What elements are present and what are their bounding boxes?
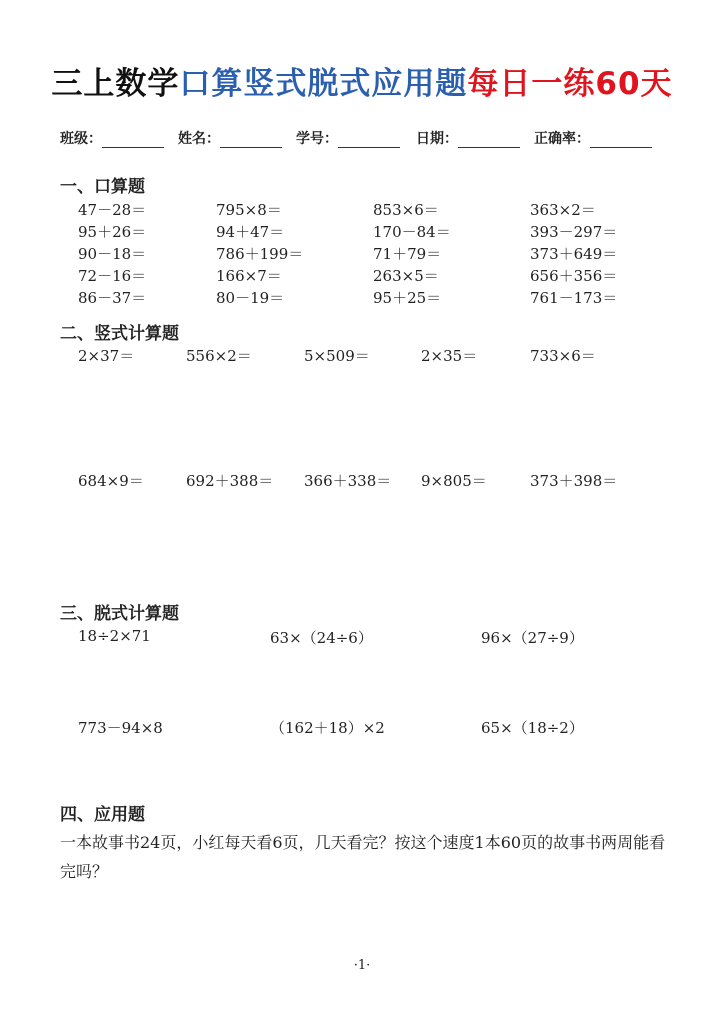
vertical-item: 2×37＝ — [78, 347, 135, 365]
date-field[interactable]: 日期： — [416, 128, 520, 148]
stepwise-item: 773－94×8 — [78, 719, 163, 737]
oral-item: 90－18＝ — [78, 245, 147, 263]
stepwise-item: 63×（24÷6） — [270, 629, 373, 647]
title-part-topics: 口算竖式脱式应用题 — [179, 66, 468, 102]
vertical-item: 733×6＝ — [530, 347, 596, 365]
title-part-daily: 每日一练60天 — [467, 66, 673, 102]
student-number-field[interactable]: 学号： — [296, 128, 400, 148]
oral-item: 166×7＝ — [216, 267, 282, 285]
oral-item: 761－173＝ — [530, 289, 618, 307]
oral-item: 72－16＝ — [78, 267, 147, 285]
oral-item: 373＋649＝ — [530, 245, 618, 263]
vertical-item: 556×2＝ — [186, 347, 252, 365]
oral-item: 263×5＝ — [373, 267, 439, 285]
section-oral-title: 一、口算题 — [60, 177, 145, 197]
section-vertical-title: 二、竖式计算题 — [60, 324, 179, 344]
page-number: ·1· — [353, 958, 371, 973]
oral-item: 94＋47＝ — [216, 223, 285, 241]
title-part-grade: 三上数学 — [51, 66, 180, 102]
stepwise-item: 65×（18÷2） — [481, 719, 584, 737]
oral-item: 95＋25＝ — [373, 289, 442, 307]
oral-item: 95＋26＝ — [78, 223, 147, 241]
vertical-item: 366＋338＝ — [304, 472, 392, 490]
oral-item: 393－297＝ — [530, 223, 618, 241]
oral-item: 80－19＝ — [216, 289, 285, 307]
name-field[interactable]: 姓名： — [178, 128, 282, 148]
word-problem-text: 一本故事书24页，小红每天看6页，几天看完？按这个速度1本60页的故事书两周能看完吗？ — [60, 833, 666, 881]
accuracy-field[interactable]: 正确率： — [534, 128, 652, 148]
vertical-item: 5×509＝ — [304, 347, 370, 365]
stepwise-item: （162＋18）×2 — [270, 719, 385, 737]
page-title — [0, 58, 724, 103]
oral-item: 786＋199＝ — [216, 245, 304, 263]
vertical-item: 684×9＝ — [78, 472, 144, 490]
vertical-item: 692＋388＝ — [186, 472, 274, 490]
oral-item: 656＋356＝ — [530, 267, 618, 285]
student-info-row — [60, 128, 660, 158]
stepwise-item: 96×（27÷9） — [481, 629, 584, 647]
stepwise-item: 18÷2×71 — [78, 627, 151, 645]
oral-item: 363×2＝ — [530, 201, 596, 219]
vertical-item: 9×805＝ — [421, 472, 487, 490]
oral-item: 86－37＝ — [78, 289, 147, 307]
oral-item: 853×6＝ — [373, 201, 439, 219]
vertical-item: 2×35＝ — [421, 347, 478, 365]
vertical-item: 373＋398＝ — [530, 472, 618, 490]
section-applied-title: 四、应用题 — [60, 805, 145, 825]
class-field[interactable]: 班级： — [60, 128, 164, 148]
oral-item: 47－28＝ — [78, 201, 147, 219]
section-stepwise-title: 三、脱式计算题 — [60, 604, 179, 624]
oral-item: 795×8＝ — [216, 201, 282, 219]
oral-item: 170－84＝ — [373, 223, 451, 241]
oral-item: 71＋79＝ — [373, 245, 442, 263]
